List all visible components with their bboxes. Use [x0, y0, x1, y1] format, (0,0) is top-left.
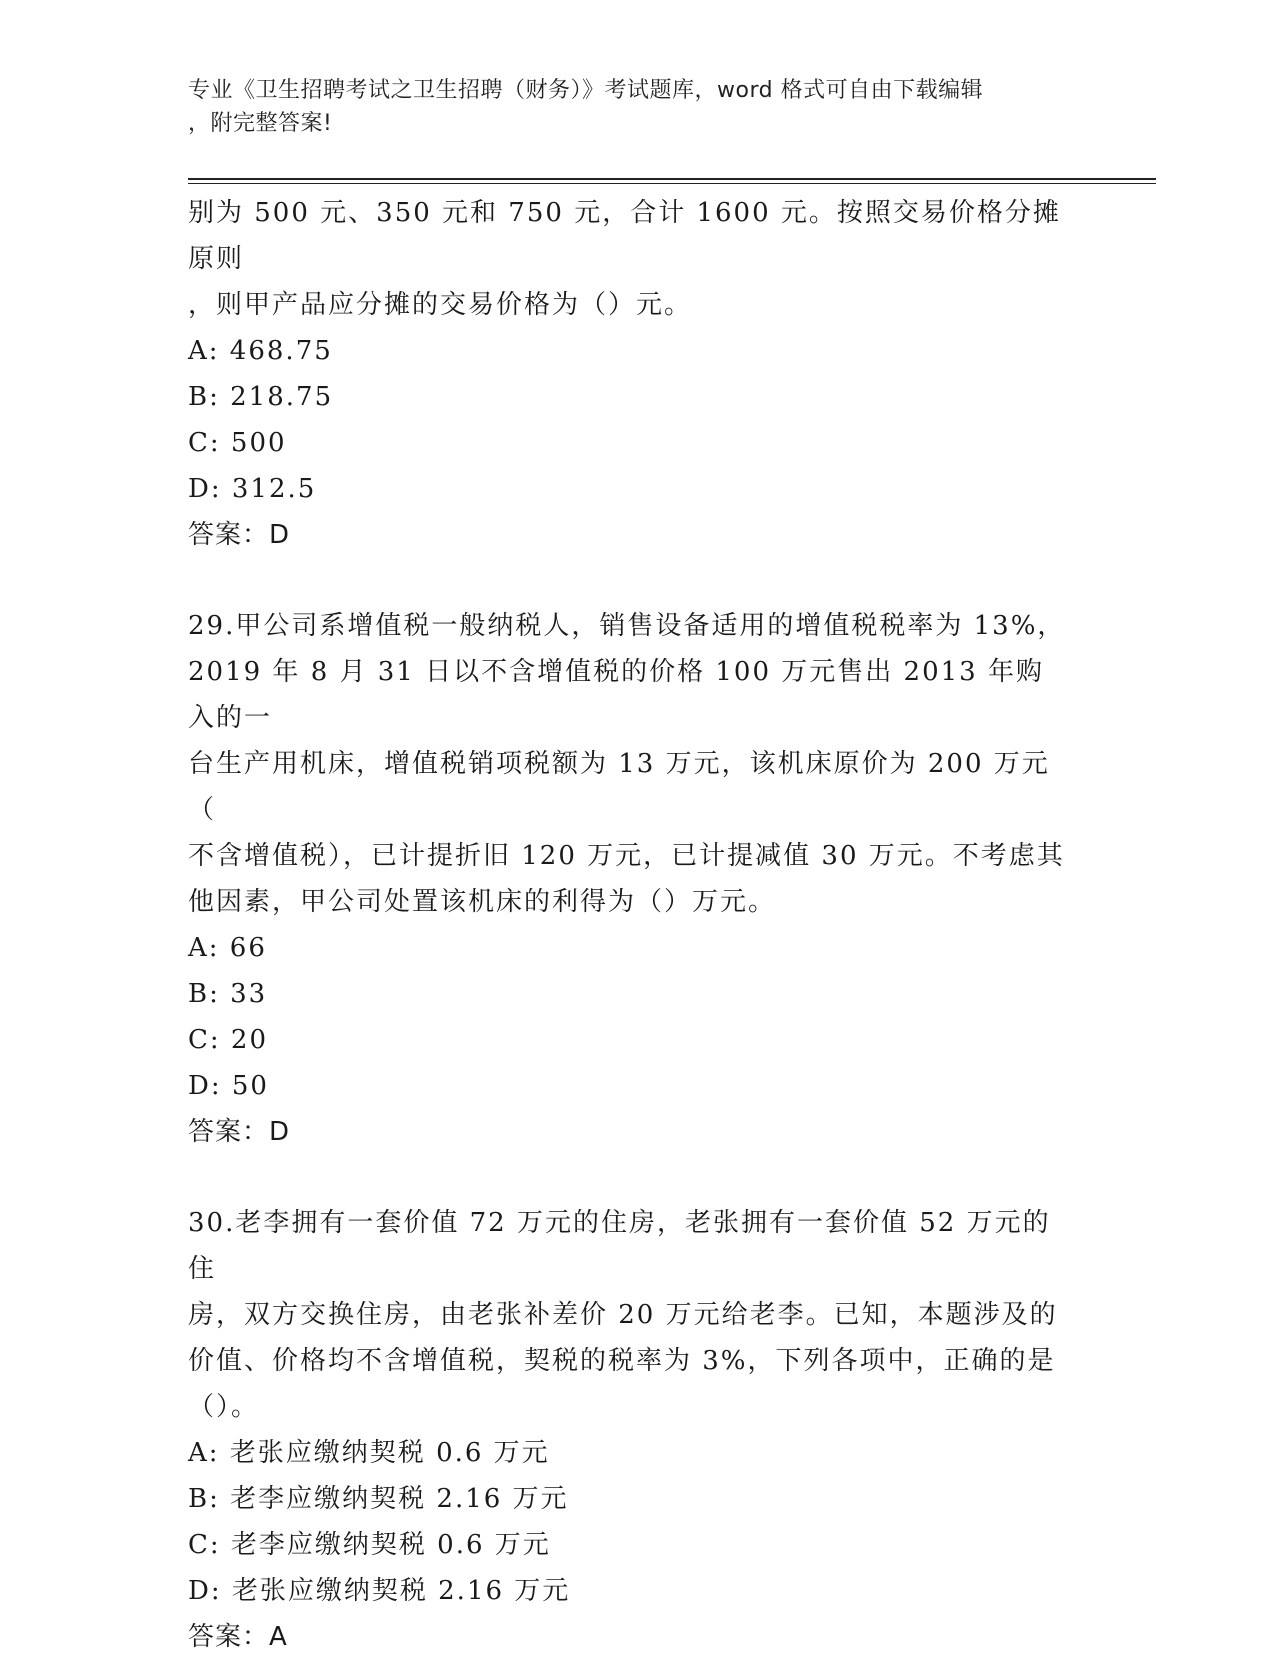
- header-line-1: 专业《卫生招聘考试之卫生招聘（财务）》考试题库，word 格式可自由下载编辑: [188, 78, 984, 103]
- header-divider-thick: [188, 178, 1156, 180]
- question-text-line: 29.甲公司系增值税一般纳税人，销售设备适用的增值税税率为 13%，: [188, 611, 1066, 641]
- question-30: [188, 1200, 1068, 1660]
- option-c: C: 老李应缴纳契税 0.6 万元: [188, 1530, 551, 1560]
- question-text-line: 他因素，甲公司处置该机床的利得为（）万元。: [188, 887, 777, 917]
- question-text-line: 别为 500 元、350 元和 750 元，合计 1600 元。按照交易价格分摊原则: [188, 198, 1061, 274]
- question-28: [188, 190, 1068, 558]
- question-text-line: 2019 年 8 月 31 日以不含增值税的价格 100 万元售出 2013 年购入的一: [188, 657, 1044, 733]
- option-c: C: 500: [188, 428, 287, 458]
- question-text-line: 不含增值税），已计提折旧 120 万元，已计提减值 30 万元。不考虑其: [188, 841, 1065, 871]
- question-29: [188, 603, 1068, 1155]
- question-text-line: 价值、价格均不含增值税，契税的税率为 3%，下列各项中，正确的是: [188, 1346, 1056, 1376]
- document-body: [188, 190, 1068, 1660]
- option-a: A: 468.75: [188, 336, 333, 366]
- question-text-line: 台生产用机床，增值税销项税额为 13 万元，该机床原价为 200 万元（: [188, 749, 1050, 825]
- answer-line: 答案：D: [188, 520, 291, 550]
- option-d: D: 老张应缴纳契税 2.16 万元: [188, 1576, 571, 1606]
- option-a: A: 老张应缴纳契税 0.6 万元: [188, 1438, 550, 1468]
- question-text-line: 房，双方交换住房，由老张补差价 20 万元给老李。已知，本题涉及的: [188, 1300, 1058, 1330]
- option-b: B: 老李应缴纳契税 2.16 万元: [188, 1484, 569, 1514]
- answer-line: 答案：A: [188, 1622, 288, 1652]
- question-text-line: 30.老李拥有一套价值 72 万元的住房，老张拥有一套价值 52 万元的住: [188, 1208, 1051, 1284]
- question-text-line: （）。: [188, 1392, 260, 1422]
- option-b: B: 33: [188, 979, 268, 1009]
- document-header: [188, 74, 1068, 140]
- option-b: B: 218.75: [188, 382, 334, 412]
- option-c: C: 20: [188, 1025, 269, 1055]
- option-d: D: 312.5: [188, 474, 317, 504]
- answer-line: 答案：D: [188, 1117, 291, 1147]
- option-d: D: 50: [188, 1071, 269, 1101]
- header-line-2: ，附完整答案!: [188, 111, 333, 136]
- option-a: A: 66: [188, 933, 267, 963]
- header-divider-thin: [188, 183, 1156, 184]
- question-text-line: ，则甲产品应分摊的交易价格为（）元。: [188, 290, 693, 320]
